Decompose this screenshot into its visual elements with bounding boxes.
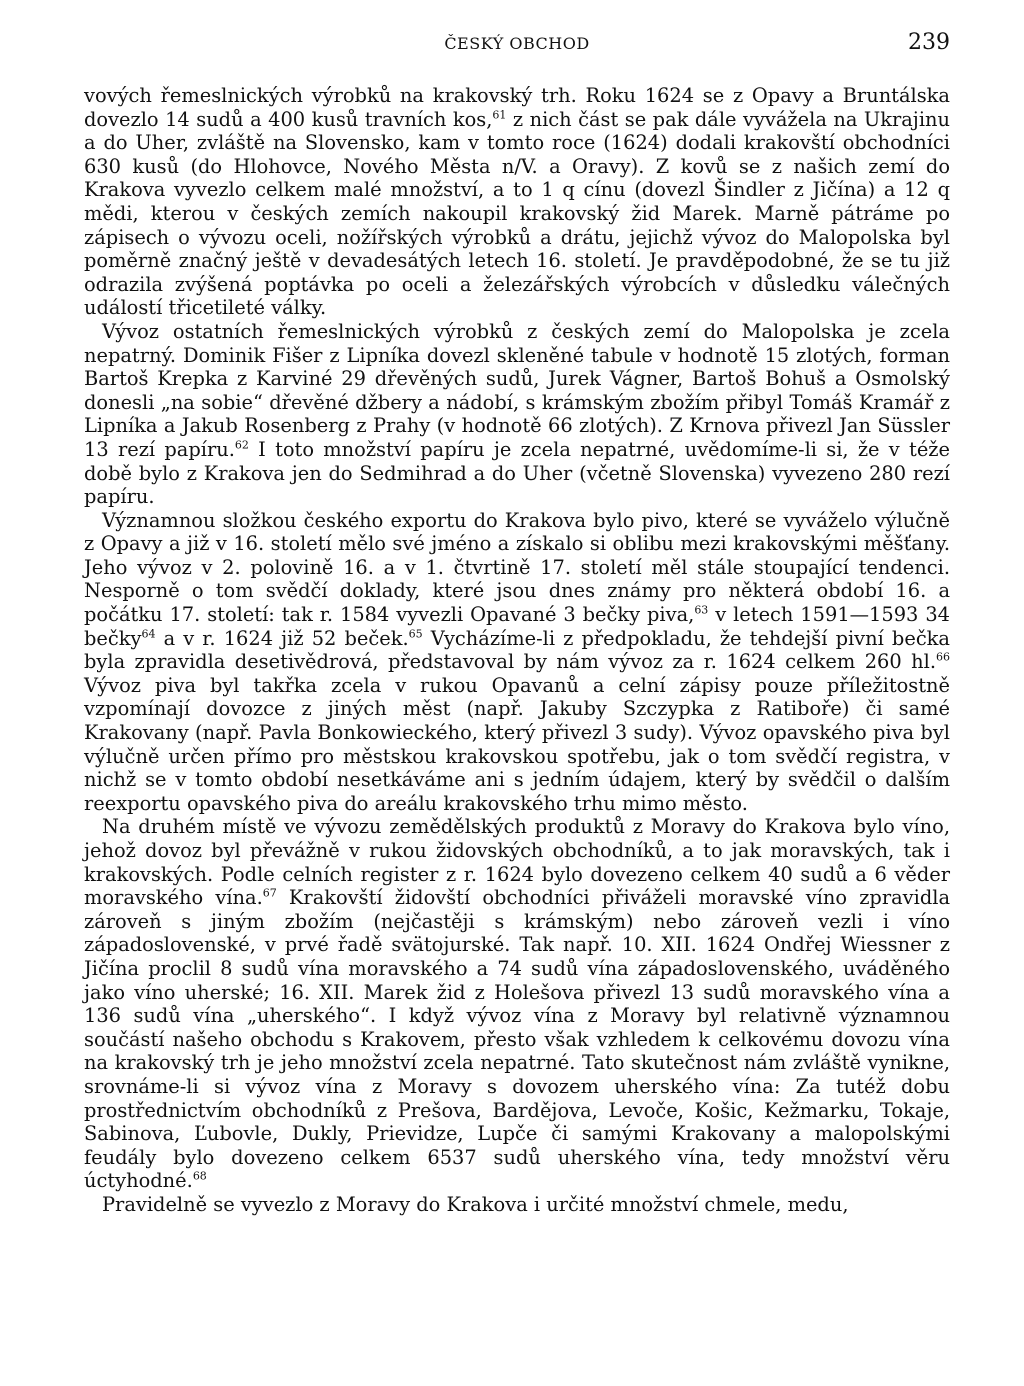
paragraph-text: Vývoz piva byl takřka zcela v rukou Opavanů a celní zápisy pouze příležitostně vzpomínají dovozce z jiných měst (např. Jakuby Szczypka z Ratibořе) či samé Krakovany (např. Pavla Bonkowieckého, který přivezl 3 sudy). Vývoz opavského piva byl výlučně určen přímo pro městskou krakovskou spotřebu, jak o tom svědčí registra, v nichž se v tomto období nesetkáváme ani s jedním údajem, který by svědčil o dalším reexportu opavského piva do areálu krakovského trhu mimo město. [84, 673, 950, 815]
paragraph [84, 815, 950, 1193]
footnote-marker: 61 [492, 108, 507, 122]
footnote-marker: 67 [262, 886, 277, 900]
paragraph [84, 84, 950, 320]
paragraph-text: a v r. 1624 již 52 beček. [155, 626, 409, 650]
paragraph [84, 1193, 950, 1217]
paragraph [84, 320, 950, 509]
paragraph-text: vových řemeslnických výrobků na krakovský trh. Roku 1624 se z Opavy a Bruntálska dovezlo 14 sudů a 400 kusů travních kos, [84, 84, 950, 131]
paragraph-text: I toto množství papíru je zcela nepatrné, uvědomíme-li si, že v téže době bylo z Krakova jen do Sedmihrad a do Uher (včetně Slovenska) vyvezeno 280 rezí papíru. [84, 437, 950, 509]
footnote-marker: 66 [936, 650, 950, 664]
paragraph-text: Vývoz ostatních řemeslnických výrobků z českých zemí do Malopolska je zcela nepatrný. Dominik Fišer z Lipníka dovezl skleněné tabule v hodnotě 15 zlotých, forman Bartoš Krepka z Karviné 29 dřevěných sudů, Jurek Vágner, Bartoš Bohuš a Osmolský donesli „na sobie“ dřevěné džbery a nádobí, s krámským zbožím přibyl Tomáš Kramář z Lipníka a Jakub Rosenberg z Prahy (v hodnotě 66 zlotých). Z Krnova přivezl Jan Süssler 13 rezí papíru. [84, 319, 950, 461]
footnote-marker: 68 [192, 1169, 207, 1183]
body-text [84, 84, 950, 1217]
running-title: ČESKÝ OBCHOD [444, 34, 590, 53]
paragraph-text: Pravidelně se vyvezlo z Moravy do Krakova i určité množství chmele, medu, [102, 1192, 849, 1216]
page-number: 239 [908, 30, 950, 55]
paragraph-text: Na druhém místě ve vývozu zemědělských produktů z Moravy do Krakova bylo víno, jehož dovoz byl převážně v rukou židovských obchodníků, a to jak moravských, tak i krakovských. Podle celních register z r. 1624 bylo dovezeno celkem 40 sudů a 6 věder moravského vína. [84, 815, 950, 910]
paragraph-text: z nich část se pak dále vyvážela na Ukrajinu a do Uher, zvláště na Slovensko, kam v tomto roce (1624) dodali krakovští obchodníci 630 kusů (do Hlohovce, Nového Města n/V. a Oravy). Z kovů se z našich zemí do Krakova vyvezlo celkem malé množství, a to 1 q cínu (dovezl Šindler z Jičína) a 12 q mědi, kterou v českých zemích nakoupil krakovský žid Marek. Marně pátráme po zápisech o vývozu oceli, nožířských výrobků a drátu, jejichž vývoz do Malopolska byl poměrně značný ještě v devadesátých letech 16. století. Je pravděpodobné, že se tu již odrazila zvýšená poptávka po oceli a železářských výrobcích v důsledku válečných událostí třicetileté války. [84, 107, 951, 320]
paragraph-text: Krakovští židovští obchodníci přiváželi moravské víno zpravidla zároveň s jiným zbožím (nejčastěji s krámským) nebo zároveň vezli i víno západoslovenské, v prvé řadě svätojurské. Tak např. 10. XII. 1624 Ondřej Wiessner z Jičína proclil 8 sudů vína moravského a 74 sudů vína západoslovenského, uváděného jako víno uherské; 16. XII. Marek žid z Holešova přivezl 13 sudů moravského vína a 136 sudů vína „uherského“. I když vývoz vína z Moravy byl relativně významnou součástí našeho obchodu s Krakovem, přesto však vzhledem k celkovému dovozu vína na krakovský trh je jeho množství zcela nepatrné. Tato skutečnost nám zvláště vynikne, srovnáme-li si vývoz vína z Moravy s dovozem uherského vína: Za tutéž dobu prostřednictvím obchodníků z Prešova, Bardějova, Levoče, Košic, Kežmarku, Tokaje, Sabinova, Ľubovle, Dukly, Prievidze, Lupče či samými Krakovany a malopolskými feudály bylo dovezeno celkem 6537 sudů uherského vína, tedy množství věru úctyhodné. [84, 886, 950, 1193]
paragraph-text: Významnou složkou českého exportu do Krakova bylo pivo, které se vyváželo výlučně z Opavy a již v 16. století mělo své jméno a získalo si oblibu mezi krakovskými měšťany. Jeho vývoz v 2. polovině 16. a v 1. čtvrtině 17. století měl stále stoupající tendenci. Nesporně o tom svědčí doklady, které jsou dnes známy pro některá období 16. a počátku 17. století: tak r. 1584 vyvezli Opavané 3 bečky piva, [84, 508, 950, 627]
page-header [84, 30, 950, 60]
paragraph [84, 509, 950, 816]
footnote-marker: 62 [234, 438, 249, 452]
footnote-marker: 64 [141, 627, 156, 641]
paragraph-text: v letech 1591—1593 34 bečky [84, 603, 950, 650]
footnote-marker: 65 [408, 627, 423, 641]
paragraph-text: Vycházíme-li z předpokladu, že tehdejší pivní bečka byla zpravidla desetivědrová, představoval by nám vývoz za r. 1624 celkem 260 hl. [84, 626, 950, 674]
footnote-marker: 63 [694, 603, 709, 617]
